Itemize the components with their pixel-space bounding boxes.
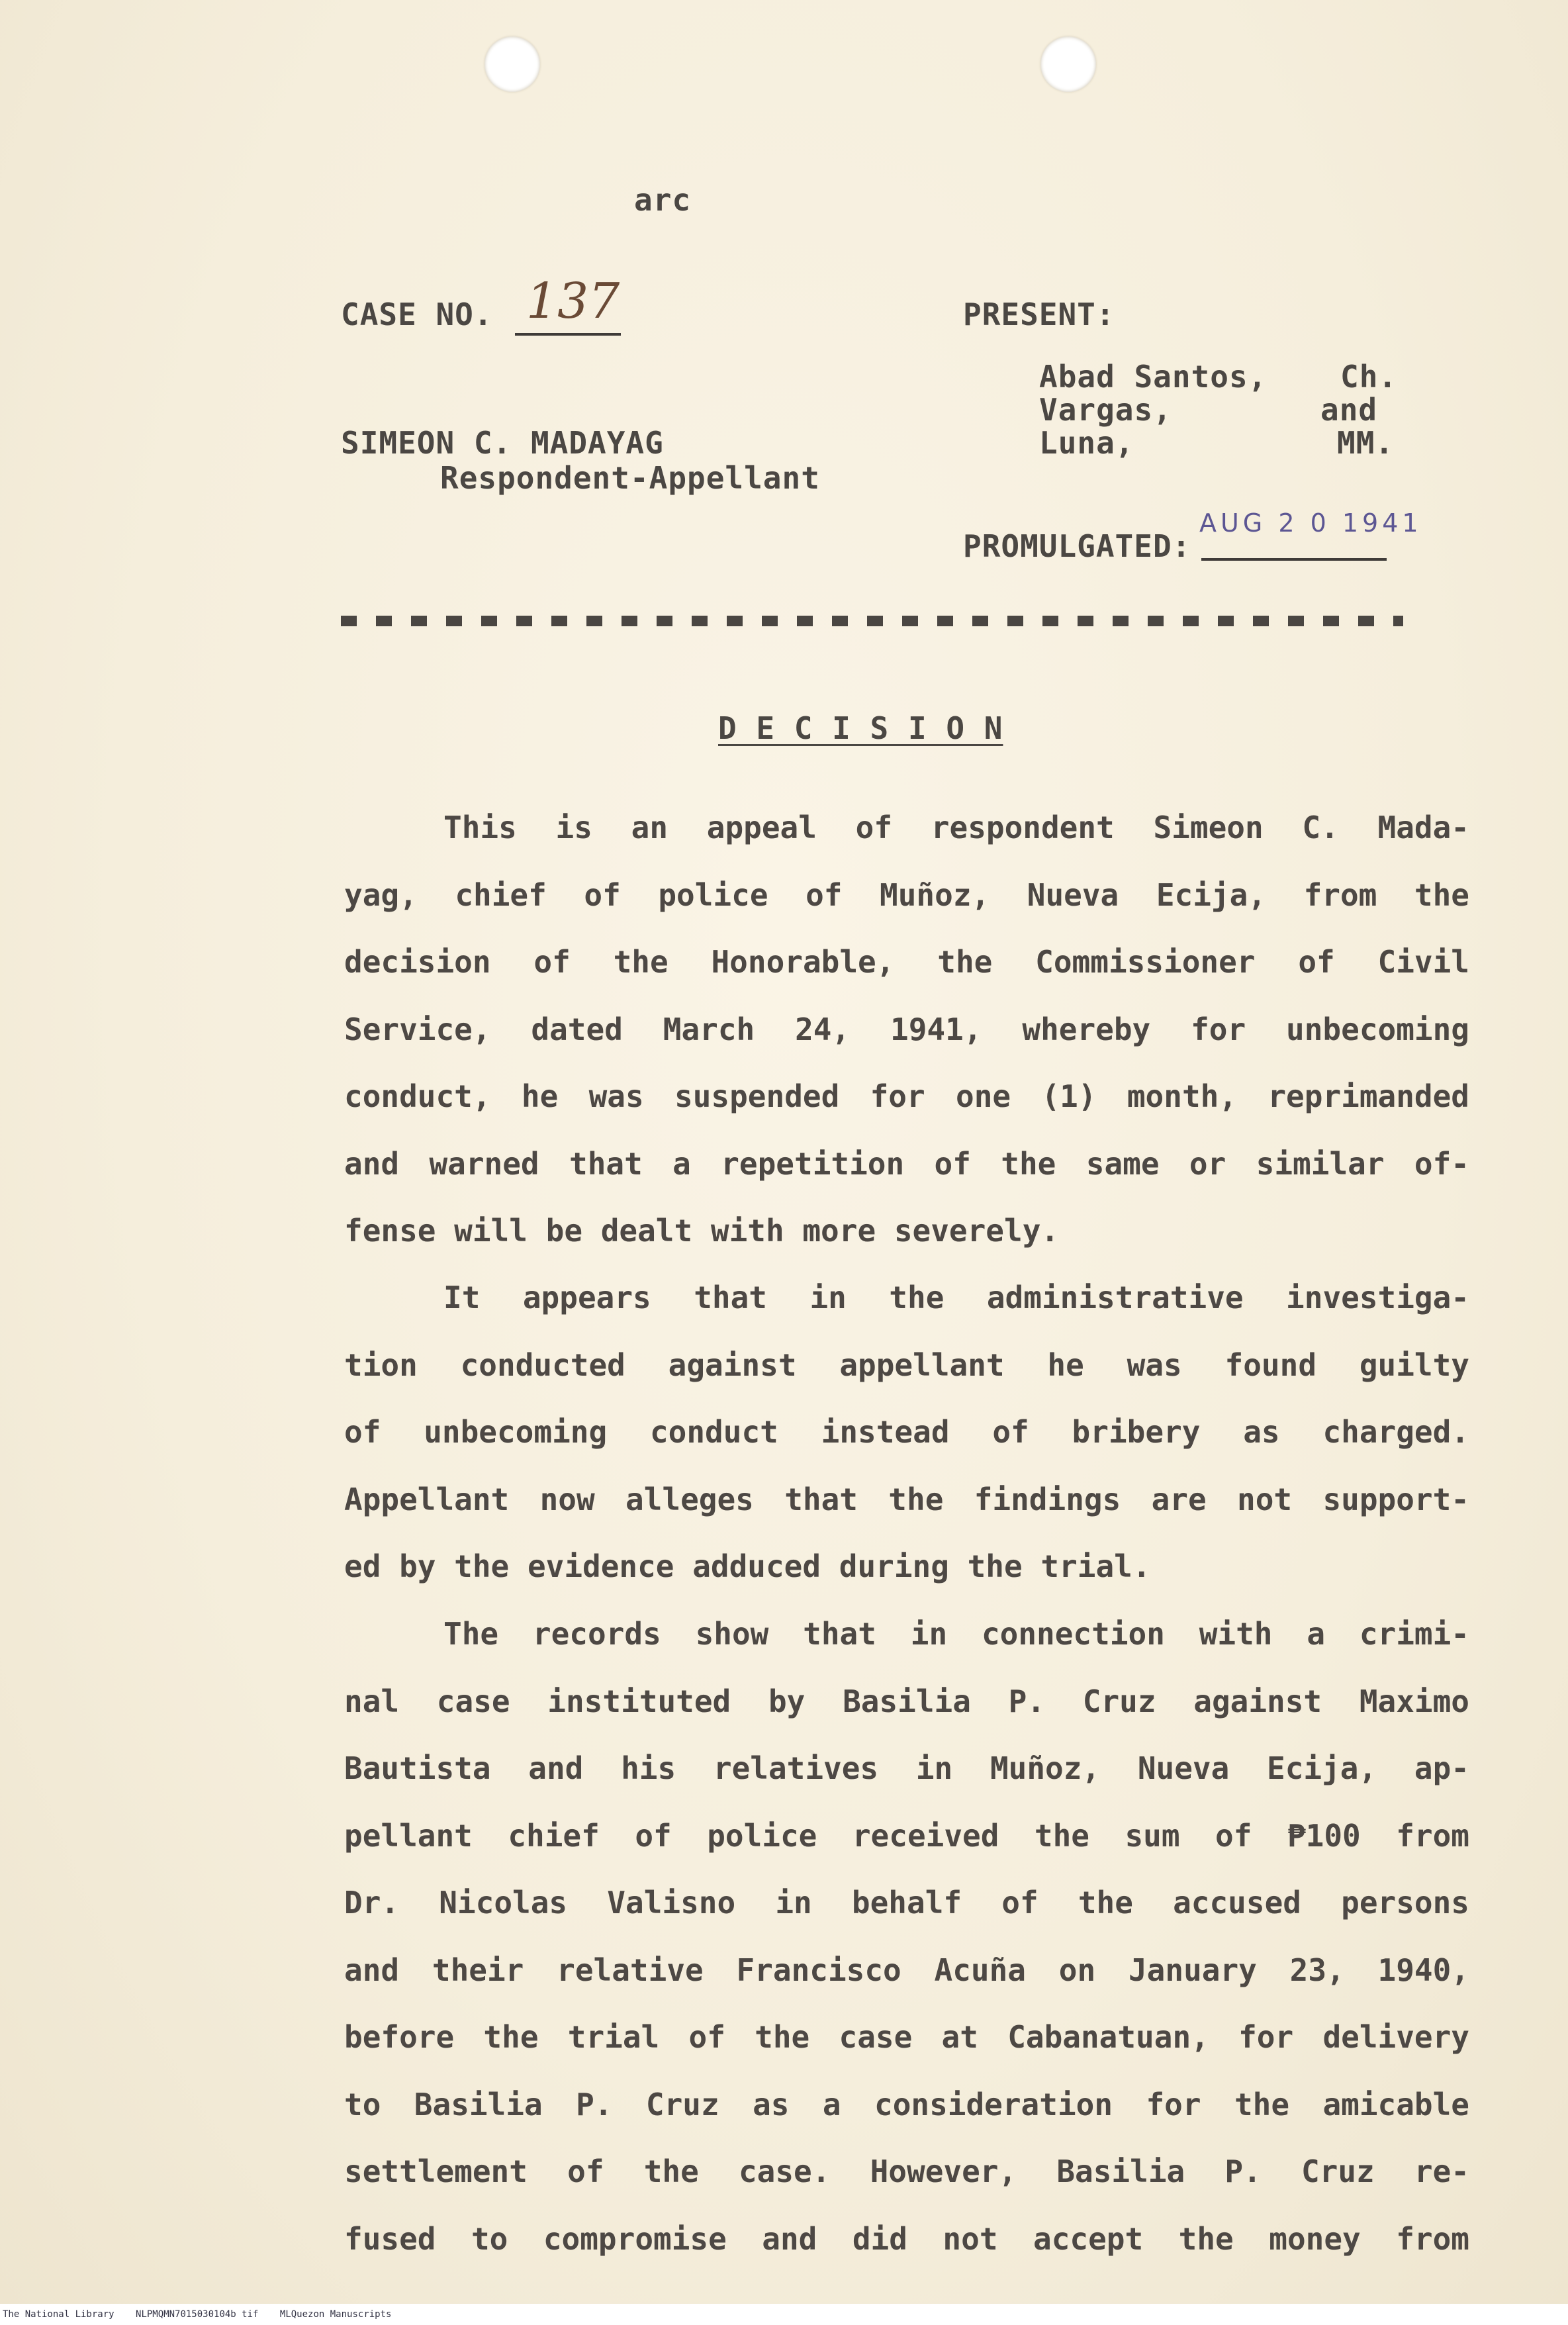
separator-dashed-line <box>341 616 1403 626</box>
paragraph-line: decision of the Honorable, the Commissioner of Civil <box>344 944 1469 980</box>
party-role: Respondent-Appellant <box>440 460 820 496</box>
punch-hole-right <box>1040 36 1096 92</box>
paragraph-line: pellant chief of police received the sum of ₱100 from <box>344 1817 1469 1854</box>
paragraph-line: fused to compromise and did not accept the money from <box>344 2220 1469 2257</box>
justice-3-name: Luna, <box>1039 425 1134 461</box>
case-number-handwritten: 137 <box>526 273 620 330</box>
paragraph-line: tion conducted against appellant he was found guilty <box>344 1347 1469 1383</box>
paragraph-line: and their relative Francisco Acuña on January 23, 1940, <box>344 1952 1469 1988</box>
corner-mark: arc <box>634 182 692 218</box>
paragraph-line: Bautista and his relatives in Muñoz, Nueva Ecija, ap- <box>344 1750 1469 1786</box>
justice-3-title: MM. <box>1337 425 1395 461</box>
promulgated-date-stamp: AUG 2 0 1941 <box>1199 508 1422 538</box>
justice-1-name: Abad Santos, <box>1039 359 1268 395</box>
paragraph-line: Dr. Nicolas Valisno in behalf of the accused persons <box>344 1885 1469 1921</box>
paragraph-line: fense will be dealt with more severely. <box>344 1213 1060 1249</box>
paragraph-line: and warned that a repetition of the same or similar of- <box>344 1145 1469 1182</box>
party-name: SIMEON C. MADAYAG <box>341 425 664 461</box>
paragraph-line: Service, dated March 24, 1941, whereby for unbecoming <box>344 1011 1469 1047</box>
footer-file: NLPMQMN7015030104b tif <box>136 2309 259 2320</box>
promulgated-label: PROMULGATED: <box>963 528 1191 564</box>
footer-library: The National Library <box>3 2309 115 2320</box>
paragraph-line: The records show that in connection with a crimi- <box>443 1616 1469 1652</box>
case-number-underline <box>515 333 621 336</box>
punch-hole-left <box>484 36 540 92</box>
decision-title: D E C I S I O N <box>718 710 1003 746</box>
present-label: PRESENT: <box>963 297 1115 332</box>
case-number-label: CASE NO. <box>341 297 493 332</box>
paragraph-line: nal case instituted by Basilia P. Cruz against Maximo <box>344 1683 1469 1719</box>
paragraph-line: of unbecoming conduct instead of bribery as charged. <box>344 1414 1469 1450</box>
scan-footer <box>0 2304 1568 2325</box>
promulgated-underline <box>1201 558 1387 561</box>
paragraph-line: yag, chief of police of Muñoz, Nueva Ecija, from the <box>344 877 1469 913</box>
footer-collection: MLQuezon Manuscripts <box>279 2309 392 2320</box>
paragraph-line: before the trial of the case at Cabanatuan, for delivery <box>344 2019 1469 2055</box>
paragraph-line: conduct, he was suspended for one (1) month, reprimanded <box>344 1078 1469 1114</box>
justice-2-title: and <box>1320 392 1378 428</box>
paragraph-line: It appears that in the administrative investiga- <box>443 1280 1469 1315</box>
justice-2-name: Vargas, <box>1039 392 1172 428</box>
justice-1-title: Ch. <box>1340 359 1398 395</box>
paragraph-line: This is an appeal of respondent Simeon C. Mada- <box>443 810 1469 845</box>
paragraph-3 <box>344 1601 1469 2273</box>
paragraph-line: settlement of the case. However, Basilia P. Cruz re- <box>344 2154 1469 2189</box>
paragraph-2 <box>344 1264 1469 1601</box>
paragraph-1 <box>344 794 1469 1265</box>
paragraph-line: ed by the evidence adduced during the trial. <box>344 1548 1151 1584</box>
paragraph-line: Appellant now alleges that the findings are not support- <box>344 1481 1469 1517</box>
paragraph-line: to Basilia P. Cruz as a consideration for the amicable <box>344 2086 1469 2122</box>
